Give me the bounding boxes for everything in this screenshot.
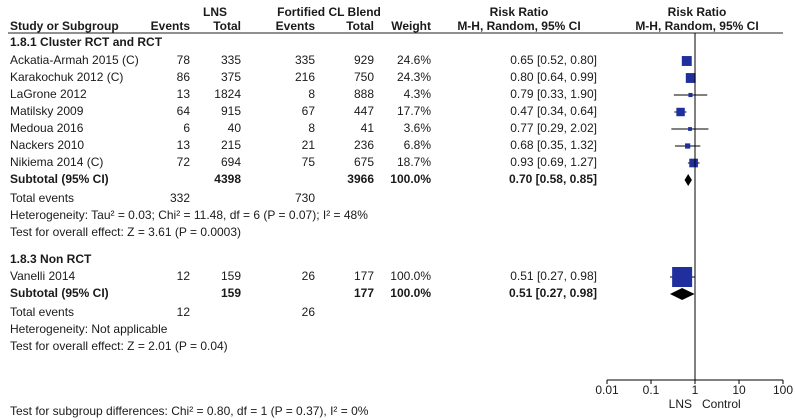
study-total-control: 177 [353, 269, 374, 283]
study-weight: 6.8% [403, 138, 431, 152]
subtotal-ci: 0.70 [0.58, 0.85] [508, 172, 597, 186]
favours-right: Control [702, 397, 741, 411]
study-weight: 3.6% [403, 121, 431, 135]
total-events-lns: 12 [176, 305, 190, 319]
study-weight: 17.7% [396, 104, 431, 118]
overall-effect: Test for overall effect: Z = 3.61 (P = 0.0003) [10, 225, 242, 239]
study-total-control: 675 [353, 155, 374, 169]
total-events-lns: 332 [169, 191, 190, 205]
study-ci: 0.79 [0.33, 1.90] [510, 87, 597, 101]
subtotal-label: Subtotal (95% CI) [10, 172, 109, 186]
x-tick-label: 100 [772, 383, 794, 397]
header-weight: Weight [391, 19, 431, 33]
x-tick-label: 0.1 [642, 383, 660, 397]
study-name: Nikiema 2014 (C) [10, 155, 104, 169]
total-events-label: Total events [10, 191, 75, 205]
study-name: Matilsky 2009 [10, 104, 84, 118]
header-fortified: Fortified CL Blend [277, 5, 381, 19]
study-total-lns: 915 [220, 104, 241, 118]
header-lns: LNS [203, 5, 227, 19]
study-total-lns: 159 [220, 269, 241, 283]
study-point [685, 143, 690, 148]
study-total-control: 41 [360, 121, 374, 135]
study-name: Nackers 2010 [10, 138, 85, 152]
study-events-control: 21 [301, 138, 315, 152]
study-events-lns: 13 [176, 138, 190, 152]
study-total-control: 236 [353, 138, 374, 152]
study-total-lns: 694 [220, 155, 241, 169]
study-ci: 0.77 [0.29, 2.02] [510, 121, 597, 135]
study-name: LaGrone 2012 [10, 87, 87, 101]
study-events-control: 216 [294, 70, 315, 84]
group-title: 1.8.1 Cluster RCT and RCT [10, 35, 163, 49]
study-events-control: 26 [301, 269, 315, 283]
header-risk-ratio-right: Risk Ratio [667, 5, 727, 19]
study-weight: 4.3% [403, 87, 431, 101]
study-events-control: 8 [308, 87, 315, 101]
study-events-control: 8 [308, 121, 315, 135]
favours-left: LNS [668, 397, 692, 411]
study-events-control: 335 [294, 53, 315, 67]
study-point [686, 73, 696, 83]
study-events-lns: 86 [176, 70, 190, 84]
study-point [688, 93, 692, 97]
study-events-lns: 6 [183, 121, 190, 135]
study-name: Medoua 2016 [10, 121, 84, 135]
x-tick-label: 0.01 [595, 383, 619, 397]
header-total-1: Total [213, 19, 241, 33]
study-total-control: 888 [353, 87, 374, 101]
study-ci: 0.68 [0.35, 1.32] [510, 138, 597, 152]
header-method-right: M-H, Random, 95% CI [635, 19, 759, 33]
study-ci: 0.93 [0.69, 1.27] [510, 155, 597, 169]
overall-effect: Test for overall effect: Z = 2.01 (P = 0.04) [10, 339, 228, 353]
header-risk-ratio-left: Risk Ratio [489, 5, 549, 19]
subtotal-diamond [670, 288, 695, 300]
group-title: 1.8.3 Non RCT [10, 252, 92, 266]
subtotal-ci: 0.51 [0.27, 0.98] [508, 286, 597, 300]
header-events-2: Events [275, 19, 315, 33]
study-events-lns: 78 [176, 53, 190, 67]
study-point [672, 267, 692, 287]
study-total-control: 750 [353, 70, 374, 84]
heterogeneity: Heterogeneity: Not applicable [10, 322, 168, 336]
study-point [682, 56, 692, 66]
subtotal-total-control: 3966 [347, 172, 374, 186]
study-ci: 0.51 [0.27, 0.98] [510, 269, 597, 283]
study-weight: 100.0% [390, 269, 431, 283]
study-total-control: 447 [353, 104, 374, 118]
study-events-lns: 13 [176, 87, 190, 101]
study-ci: 0.65 [0.52, 0.80] [510, 53, 597, 67]
header-study: Study or Subgroup [10, 19, 119, 33]
study-ci: 0.80 [0.64, 0.99] [510, 70, 597, 84]
study-ci: 0.47 [0.34, 0.64] [510, 104, 597, 118]
header-method-left: M-H, Random, 95% CI [457, 19, 581, 33]
subtotal-diamond [685, 174, 692, 186]
study-total-control: 929 [353, 53, 374, 67]
study-point [688, 127, 692, 131]
subtotal-weight: 100.0% [390, 172, 431, 186]
study-weight: 18.7% [396, 155, 431, 169]
subtotal-weight: 100.0% [390, 286, 431, 300]
total-events-control: 730 [294, 191, 315, 205]
study-point [689, 159, 698, 168]
subtotal-label: Subtotal (95% CI) [10, 286, 109, 300]
study-total-lns: 40 [227, 121, 241, 135]
study-name: Vanelli 2014 [10, 269, 76, 283]
total-events-control: 26 [301, 305, 315, 319]
study-total-lns: 1824 [214, 87, 241, 101]
study-total-lns: 335 [220, 53, 241, 67]
study-total-lns: 375 [220, 70, 241, 84]
header-events-1: Events [150, 19, 190, 33]
study-weight: 24.6% [396, 53, 431, 67]
study-events-lns: 12 [176, 269, 190, 283]
study-total-lns: 215 [220, 138, 241, 152]
study-events-lns: 64 [176, 104, 190, 118]
subtotal-total-lns: 4398 [214, 172, 241, 186]
study-weight: 24.3% [396, 70, 431, 84]
subtotal-total-lns: 159 [220, 286, 241, 300]
study-events-control: 75 [301, 155, 315, 169]
heterogeneity: Heterogeneity: Tau² = 0.03; Chi² = 11.48, df = 6 (P = 0.07); I² = 48% [10, 208, 368, 222]
x-tick-label: 1 [691, 383, 699, 397]
study-name: Ackatia-Armah 2015 (C) [10, 53, 139, 67]
subgroup-test: Test for subgroup differences: Chi² = 0.80, df = 1 (P = 0.37), I² = 0% [10, 404, 369, 418]
study-name: Karakochuk 2012 (C) [10, 70, 124, 84]
header-total-2: Total [346, 19, 374, 33]
x-tick-label: 10 [732, 383, 746, 397]
study-events-control: 67 [301, 104, 315, 118]
total-events-label: Total events [10, 305, 75, 319]
study-events-lns: 72 [176, 155, 190, 169]
subtotal-total-control: 177 [353, 286, 374, 300]
study-point [676, 108, 684, 116]
